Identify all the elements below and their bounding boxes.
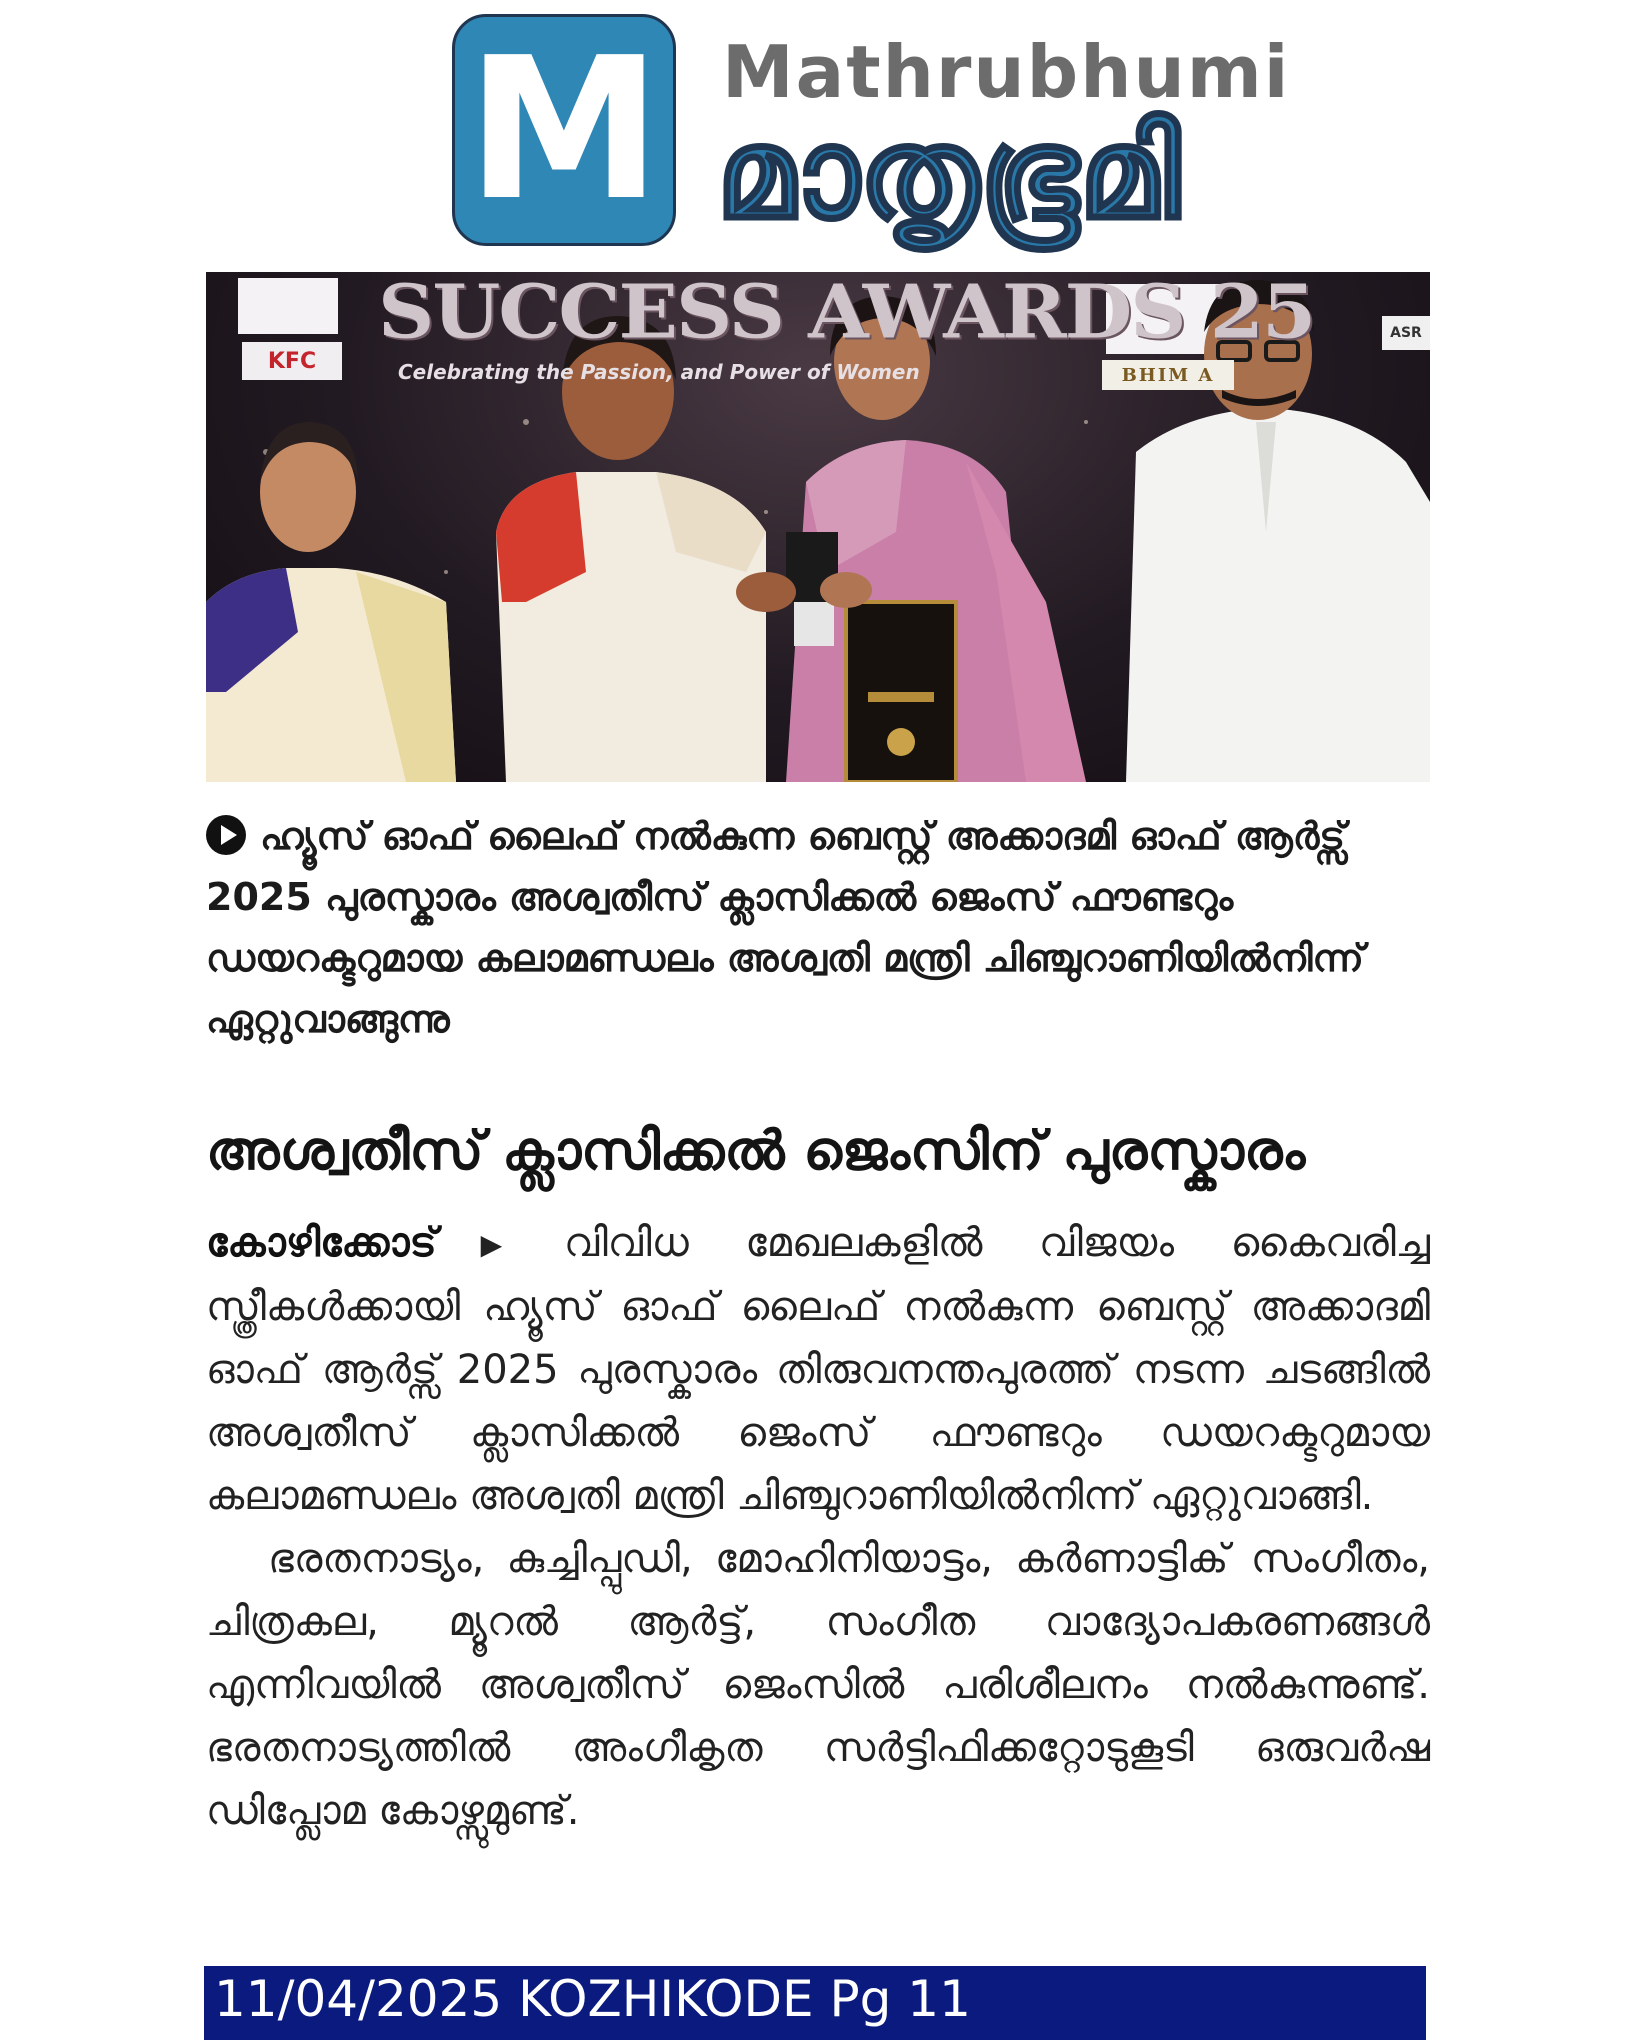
brand-name-english: Mathrubhumi — [722, 30, 1291, 114]
article-body — [206, 1212, 1430, 1843]
article-dateline: കോഴിക്കോട് — [206, 1220, 437, 1266]
paragraph-1-text: വിവിധ മേഖലകളിൽ വിജയം കൈവരിച്ച സ്ത്രീകൾക്കായി ഹ്യൂസ് ഓഫ് ലൈഫ് നൽകുന്ന ബെസ്റ്റ് അക്കാദമി ഓഫ് ആർട്സ് 2025 പുരസ്കാരം തിരുവനന്തപുരത്ത് നടന്ന ചടങ്ങിൽ അശ്വതീസ് ക്ലാസിക്കൽ ജെംസ് ഫൗണ്ടറും ഡയറക്ടറുമായ കലാമണ്ഡലം അശ്വതി മന്ത്രി ചിഞ്ചുറാണിയിൽനിന്ന് ഏറ്റുവാങ്ങി. — [206, 1220, 1430, 1519]
photo-caption — [206, 806, 1430, 1050]
play-bullet-icon — [206, 815, 246, 855]
sponsor-logo-asr: ASR — [1382, 316, 1430, 350]
award-banner-title: SUCCESS AWARDS 25 — [378, 272, 1315, 356]
article-headline: അശ്വതീസ് ക്ലാസിക്കൽ ജെംസിന് പുരസ്കാരം — [206, 1119, 1306, 1182]
article-paragraph-1 — [206, 1212, 1430, 1528]
masthead-logo — [452, 14, 676, 246]
sponsor-logo-kfc: KFC — [242, 342, 342, 380]
sponsor-logo-bhima: BHIM A — [1102, 360, 1234, 390]
logo-letter: M — [466, 16, 662, 244]
article-paragraph-2: ഭരതനാട്യം, കുച്ചിപ്പുഡി, മോഹിനിയാട്ടം, കർണാട്ടിക് സംഗീതം, ചിത്രകല, മ്യൂറൽ ആർട്ട്, സംഗീത വാദ്യോപകരണങ്ങൾ എന്നിവയിൽ അശ്വതീസ് ജെംസിൽ പരിശീലനം നൽകുന്നുണ്ട്. ഭരതനാട്യത്തിൽ അംഗീകൃത സർട്ടിഫിക്കറ്റോടുകൂടി ഒരുവർഷ ഡിപ്ലോമ കോഴ്സുമുണ്ട്. — [206, 1536, 1430, 1834]
caption-text: ഹ്യൂസ് ഓഫ് ലൈഫ് നൽകുന്ന ബെസ്റ്റ് അക്കാദമി ഓഫ് ആർട്സ് 2025 പുരസ്കാരം അശ്വതീസ് ക്ലാസിക്കൽ ജെംസ് ഫൗണ്ടറും ഡയറക്ടറുമായ കലാമണ്ഡലം അശ്വതി മന്ത്രി ചിഞ്ചുറാണിയിൽനിന്ന് ഏറ്റുവാങ്ങുന്നു — [206, 814, 1364, 1041]
news-photo — [206, 272, 1430, 782]
brand-name-malayalam: മാതൃഭൂമി — [716, 100, 1181, 247]
award-banner-subtitle: Celebrating the Passion, and Power of Women — [398, 360, 920, 384]
clipping-footer — [204, 1966, 1426, 2040]
clipping-date-edition-page: 11/04/2025 KOZHIKODE Pg 11 — [214, 1970, 971, 2028]
dateline-arrow-icon: ▶ — [436, 1228, 546, 1261]
